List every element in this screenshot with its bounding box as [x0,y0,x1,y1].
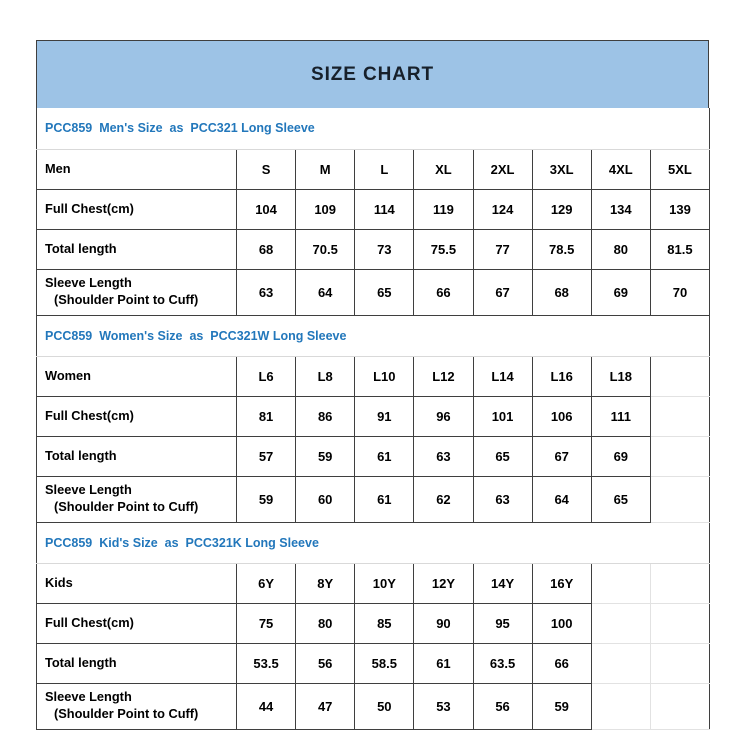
measurement-value-cell: 124 [473,189,532,229]
measurement-value-cell: 90 [414,603,473,643]
empty-cell [650,643,709,683]
measurement-value-cell: 96 [414,396,473,436]
size-header-cell: XL [414,149,473,189]
measurement-value-cell: 59 [532,683,591,729]
measurement-label-line2: (Shoulder Point to Cuff) [54,292,199,307]
measurement-value-cell: 91 [355,396,414,436]
measurement-value-cell: 68 [532,269,591,315]
measurement-value-cell: 77 [473,229,532,269]
measurement-value-cell: 61 [355,436,414,476]
size-header-cell: 6Y [237,563,296,603]
size-header-cell: 4XL [591,149,650,189]
measurement-label [37,603,237,643]
section-label-cell [37,108,710,149]
table-row [37,149,710,189]
empty-cell [591,603,650,643]
size-chart [36,40,709,730]
size-header-cell: 16Y [532,563,591,603]
size-header-cell: 8Y [296,563,355,603]
table-row [37,476,710,522]
section-label-text: PCC859 Men's Size as PCC321 Long Sleeve [45,121,315,136]
measurement-value-cell: 68 [237,229,296,269]
section-label-row [37,522,710,563]
measurement-label [37,189,237,229]
measurement-value-cell: 61 [414,643,473,683]
measurement-value-cell: 75.5 [414,229,473,269]
table-row [37,683,710,729]
measurement-value-cell: 78.5 [532,229,591,269]
measurement-value-cell: 59 [296,436,355,476]
size-header-cell: L [355,149,414,189]
measurement-label-line1: Total length [45,240,117,256]
measurement-value-cell: 109 [296,189,355,229]
section-label-text: PCC859 Women's Size as PCC321W Long Sleeve [45,328,347,343]
empty-cell [650,396,709,436]
section-label-cell [37,522,710,563]
measurement-value-cell: 47 [296,683,355,729]
size-header-cell: 3XL [532,149,591,189]
measurement-label [37,229,237,269]
section-label-cell [37,315,710,356]
measurement-value-cell: 70.5 [296,229,355,269]
measurement-value-cell: 50 [355,683,414,729]
measurement-label [37,396,237,436]
section-label-row [37,108,710,149]
table-row [37,356,710,396]
size-header-cell: L10 [355,356,414,396]
measurement-value-cell: 119 [414,189,473,229]
measurement-label-line1: Total length [45,447,117,463]
size-header-cell: L8 [296,356,355,396]
measurement-value-cell: 104 [237,189,296,229]
measurement-value-cell: 65 [591,476,650,522]
measurement-value-cell: 59 [237,476,296,522]
measurement-value-cell: 69 [591,436,650,476]
measurement-label-line1: Full Chest(cm) [45,407,134,423]
measurement-value-cell: 86 [296,396,355,436]
size-chart-table [36,108,710,730]
measurement-value-cell: 139 [650,189,709,229]
measurement-label [37,476,237,522]
measurement-value-cell: 64 [532,476,591,522]
empty-cell [591,563,650,603]
measurement-value-cell: 81 [237,396,296,436]
measurement-value-cell: 56 [473,683,532,729]
section-label-text: PCC859 Kid's Size as PCC321K Long Sleeve [45,535,319,550]
measurement-value-cell: 44 [237,683,296,729]
measurement-value-cell: 111 [591,396,650,436]
size-header-cell: L14 [473,356,532,396]
measurement-value-cell: 101 [473,396,532,436]
measurement-value-cell: 64 [296,269,355,315]
empty-cell [650,436,709,476]
measurement-label-line1: Full Chest(cm) [45,200,134,216]
measurement-value-cell: 61 [355,476,414,522]
section-label-row [37,315,710,356]
measurement-value-cell: 114 [355,189,414,229]
size-header-cell: 10Y [355,563,414,603]
measurement-value-cell: 80 [591,229,650,269]
chart-title-band [36,40,709,108]
measurement-value-cell: 81.5 [650,229,709,269]
empty-cell [650,563,709,603]
empty-cell [650,683,709,729]
measurement-value-cell: 53 [414,683,473,729]
measurement-label-line2: (Shoulder Point to Cuff) [54,499,199,514]
size-header-cell: L6 [237,356,296,396]
measurement-value-cell: 63 [473,476,532,522]
measurement-value-cell: 58.5 [355,643,414,683]
measurement-label-line1: Total length [45,654,117,670]
empty-cell [591,683,650,729]
measurement-label [37,683,237,729]
size-header-cell: L16 [532,356,591,396]
measurement-value-cell: 69 [591,269,650,315]
measurement-value-cell: 129 [532,189,591,229]
table-row [37,396,710,436]
table-row [37,603,710,643]
measurement-value-cell: 73 [355,229,414,269]
measurement-value-cell: 70 [650,269,709,315]
measurement-value-cell: 65 [473,436,532,476]
measurement-label [37,269,237,315]
size-header-cell: 14Y [473,563,532,603]
row-header-label: Women [37,356,237,396]
empty-cell [650,603,709,643]
size-header-cell: M [296,149,355,189]
size-header-cell: L18 [591,356,650,396]
measurement-value-cell: 85 [355,603,414,643]
measurement-value-cell: 66 [532,643,591,683]
measurement-label-line2: (Shoulder Point to Cuff) [54,706,199,721]
measurement-label-line1: Full Chest(cm) [45,614,134,630]
measurement-value-cell: 80 [296,603,355,643]
page-title: SIZE CHART [311,63,434,85]
table-row [37,189,710,229]
size-header-cell: S [237,149,296,189]
measurement-label-line1: Sleeve Length [45,482,132,498]
measurement-value-cell: 106 [532,396,591,436]
measurement-value-cell: 100 [532,603,591,643]
measurement-value-cell: 63 [414,436,473,476]
measurement-value-cell: 63 [237,269,296,315]
measurement-value-cell: 66 [414,269,473,315]
measurement-value-cell: 63.5 [473,643,532,683]
measurement-value-cell: 56 [296,643,355,683]
size-header-cell: 5XL [650,149,709,189]
measurement-value-cell: 67 [473,269,532,315]
measurement-label [37,436,237,476]
measurement-value-cell: 57 [237,436,296,476]
measurement-label-line1: Sleeve Length [45,689,132,705]
table-row [37,436,710,476]
measurement-value-cell: 62 [414,476,473,522]
measurement-label-line1: Sleeve Length [45,275,132,291]
measurement-value-cell: 134 [591,189,650,229]
table-row [37,269,710,315]
measurement-value-cell: 75 [237,603,296,643]
measurement-value-cell: 67 [532,436,591,476]
row-header-label: Men [37,149,237,189]
empty-cell [591,643,650,683]
empty-cell [650,476,709,522]
size-header-cell: 2XL [473,149,532,189]
empty-cell [650,356,709,396]
size-header-cell: L12 [414,356,473,396]
measurement-label [37,643,237,683]
table-row [37,643,710,683]
measurement-value-cell: 53.5 [237,643,296,683]
measurement-value-cell: 60 [296,476,355,522]
measurement-value-cell: 95 [473,603,532,643]
table-row [37,563,710,603]
measurement-value-cell: 65 [355,269,414,315]
size-header-cell: 12Y [414,563,473,603]
table-row [37,229,710,269]
row-header-label: Kids [37,563,237,603]
